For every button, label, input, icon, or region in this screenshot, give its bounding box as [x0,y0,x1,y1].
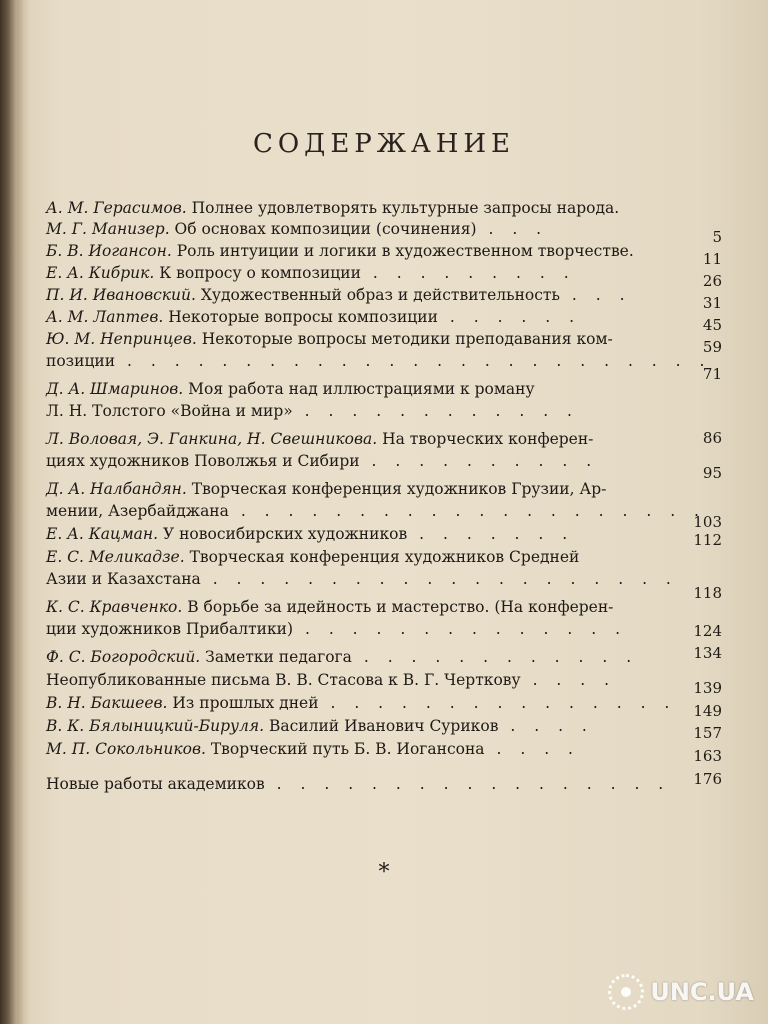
toc-entry-title: мении, Азербайджана [46,502,229,520]
toc-entry-author: В. Н. Бакшеев. [46,694,168,712]
toc-entry-title: ции художников Прибалтики) [46,620,294,638]
toc-entry-author: Б. В. Иогансон. [46,242,172,260]
toc-dot-leader: . . . . . . . [407,525,575,543]
toc-dot-leader: . . . . . . . . . . . . . . . . . . . . [228,502,706,520]
toc-entry-author: Д. А. Шмаринов. [46,380,184,398]
toc-entry-title: позиции [46,352,116,370]
toc-dot-leader: . . . . [498,717,594,735]
toc-page-number: 86 [702,429,722,447]
toc-page-number: 26 [702,272,722,290]
toc-page-number: 95 [702,464,722,482]
toc-dot-leader: . . . . . . [437,308,582,326]
toc-dot-leader: . . . . . . . . . [360,264,576,282]
toc-entry-line [46,379,706,399]
toc-entry-title: Творческий путь Б. В. Иогансона [205,740,485,758]
toc-entry-author: П. И. Ивановский. [46,286,196,304]
toc-entry-author: А. М. Герасимов. [46,199,187,217]
toc-entry-line [46,198,706,218]
toc-entry-line [46,401,706,421]
watermark-text: UNC.UA [650,978,754,1006]
toc-entry-line [46,429,706,449]
toc-entry-author: Е. С. Меликадзе. [46,548,185,566]
page-title: СОДЕРЖАНИЕ [252,129,516,160]
toc-entry-line [46,597,706,617]
toc-entry-author: Ю. М. Непринцев. [46,330,197,348]
toc-entry-line [46,351,712,371]
toc-dot-leader: . . . . [484,740,580,758]
toc-dot-leader: . . . . . . . . . . . . [351,648,639,666]
toc-entry-line [46,569,706,589]
toc-entry-author: Е. А. Кацман. [46,525,159,543]
toc-dot-leader: . . . [559,286,632,304]
toc-page-number: 59 [702,338,722,356]
toc-dot-leader: . . . . . . . . . . . . . . . [318,694,677,712]
toc-entry-title: На творческих конферен- [377,430,594,448]
toc-page-number: 31 [702,294,722,312]
toc-dot-leader: . . . . . . . . . . . . . . . . . . . . [200,570,678,588]
toc-page-number: 103 [693,513,722,531]
toc-entry-line [46,619,706,639]
toc-entry-title: Роль интуиции и логики в художественном творчестве. [171,242,634,260]
toc-entry-author: К. С. Кравченко. [46,598,183,616]
toc-dot-leader: . . . [476,220,549,238]
toc-entry-line [46,670,706,690]
toc-entry-title: Из прошлых дней [167,694,319,712]
toc-entry-title: циях художников Поволжья и Сибири [46,452,360,470]
toc-entry-title: Некоторые вопросы методики преподавания ком- [196,330,613,348]
toc-entry-title: Об основах композиции (сочинения) [169,220,477,238]
toc-entry-author: Л. Воловая, Э. Ганкина, Н. Свешникова. [46,430,378,448]
toc-entry-author: М. П. Сокольников. [46,740,206,758]
toc-entry-title: Л. Н. Толстого «Война и мир» [46,402,293,420]
toc-entry-title: К вопросу о композиции [154,264,361,282]
toc-page-number: 157 [693,724,722,742]
toc-entry-author: А. М. Лаптев. [46,308,164,326]
toc-entry-line [46,479,706,499]
toc-entry-title: Творческая конференция художников Средней [184,548,580,566]
toc-dot-leader: . . . . . . . . . . . . . . [293,620,628,638]
toc-dot-leader: . . . . [520,671,617,689]
toc-entry-title: У новосибирских художников [158,525,408,543]
toc-entry-line [46,263,706,283]
toc-entry-line [46,285,706,305]
toc-dot-leader: . . . . . . . . . . [359,452,599,470]
toc-page-number: 45 [702,316,722,334]
watermark-logo-icon [608,974,644,1010]
toc-dot-leader: . . . . . . . . . . . . . . . . . . . . . . . . . [115,352,712,370]
toc-entry-line [46,774,706,794]
toc-entry-title: Новые работы академиков [46,775,265,793]
toc-entry-line [46,524,706,544]
toc-page-number: 149 [693,702,722,720]
toc-entry-line [46,329,706,349]
toc-entry-author: Д. А. Налбандян. [46,480,187,498]
toc-page-number: 163 [693,747,722,765]
toc-entry-line [46,307,706,327]
toc-entry-title: Полнее удовлетворять культурные запросы народа. [186,199,620,217]
toc-page-number: 112 [693,531,722,549]
toc-entry-title: Художественный образ и действительность [195,286,560,304]
ornament-asterisk: * [378,860,390,885]
toc-entry-line [46,219,706,239]
toc-page-number: 134 [693,644,722,662]
toc-entry-line [46,739,706,759]
toc-entry-title: Василий Иванович Суриков [264,717,499,735]
toc-entry-title: Неопубликованные письма В. В. Стасова к В. Г. Черткову [46,671,521,689]
toc-page-number: 118 [693,584,722,602]
toc-entry-title: Заметки педагога [200,648,352,666]
toc-page-number: 139 [693,679,722,697]
toc-entry-title: Некоторые вопросы композиции [163,308,438,326]
toc-page-number: 71 [702,365,722,383]
toc-entry-line [46,501,706,521]
toc-dot-leader: . . . . . . . . . . . . . . . . . [264,775,671,793]
toc-entry-line [46,241,706,261]
toc-entry-title: Азии и Казахстана [46,570,201,588]
toc-entry-line [46,451,706,471]
toc-entry-author: Ф. С. Богородский. [46,648,201,666]
toc-entry-line [46,693,706,713]
toc-entry-title: Моя работа над иллюстрациями к роману [183,380,535,398]
toc-entry-title: Творческая конференция художников Грузии, Ар- [186,480,607,498]
toc-page-number: 124 [693,622,722,640]
toc-page-number: 11 [702,250,722,268]
toc-page-number: 176 [693,770,722,788]
toc-entry-line [46,716,706,736]
toc-dot-leader: . . . . . . . . . . . . [292,402,579,420]
toc-entry-title: В борьбе за идейность и мастерство. (На конферен- [182,598,614,616]
watermark [608,974,754,1010]
toc-entry-line [46,547,706,567]
toc-entry-author: М. Г. Манизер. [46,220,170,238]
toc-page-number: 5 [712,228,722,246]
toc-entry-author: В. К. Бялыницкий-Бируля. [46,717,265,735]
toc-entry-line [46,647,706,667]
toc-entry-author: Е. А. Кибрик. [46,264,155,282]
